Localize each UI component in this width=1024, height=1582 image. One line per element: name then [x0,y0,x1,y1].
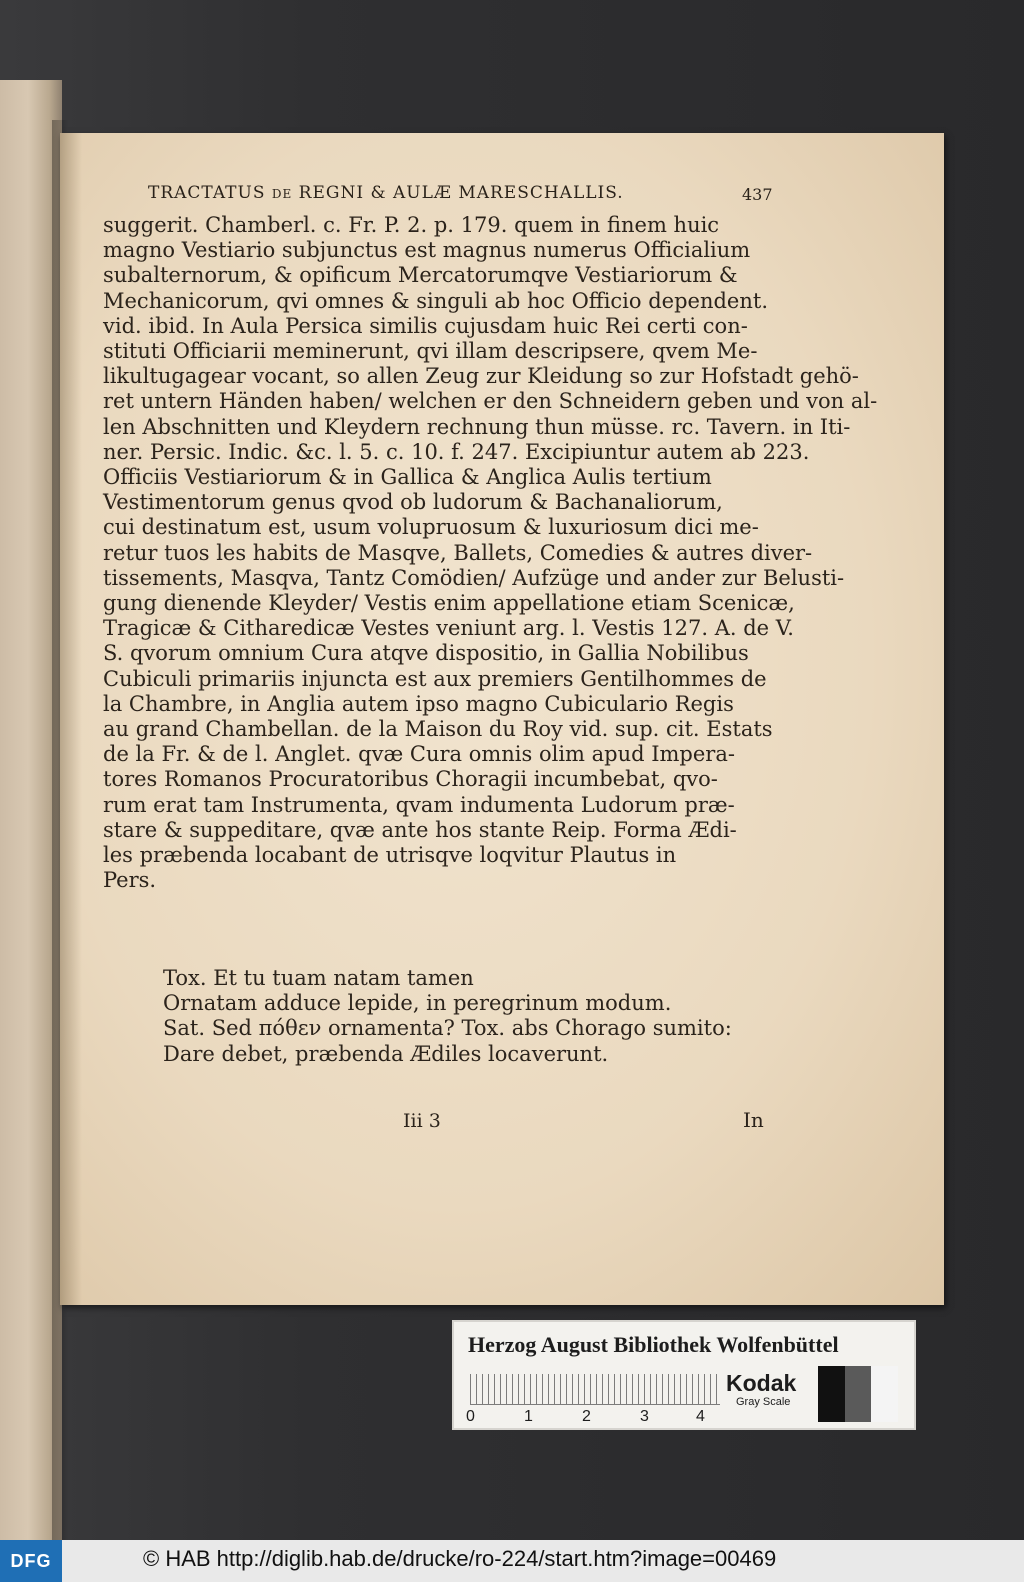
library-name: Herzog August Bibliothek Wolfenbüttel [468,1332,839,1357]
text-line: vid. ibid. In Aula Persica similis cujusdam huic Rei certi con- [103,313,748,338]
text-line: retur tuos les habits de Masqve, Ballets, Comedies & autres diver- [103,540,813,565]
text-line: Tragicæ & Citharedicæ Vestes veniunt arg. l. Vestis 127. A. de V. [103,616,794,641]
text-line: de la Fr. & de l. Anglet. qvæ Cura omnis olim apud Impera- [103,742,735,767]
dfg-logo: DFG [0,1540,62,1582]
text-line: stare & suppeditare, qvæ ante hos stante Reip. Forma Ædi- [103,817,737,842]
body-text [103,213,878,893]
gray-swatches [818,1366,898,1422]
running-head: TRACTATUS de REGNI & AULÆ MARESCHALLIS. [148,183,624,203]
signature-mark: Iii 3 [403,1110,441,1132]
page-binding-shadow [60,133,82,1305]
verse-quotation [163,966,763,1067]
scale-number: 4 [696,1408,705,1425]
text-line: ner. Persic. Indic. &c. l. 5. c. 10. f. 247. Excipiuntur autem ab 223. [103,439,810,464]
scale-number: 3 [640,1408,649,1425]
text-line: tores Romanos Procuratoribus Choragii incumbebat, qvo- [103,767,718,792]
text-line: stituti Officiarii meminerunt, qvi illam descripsere, qvem Me- [103,339,758,364]
catchword: In [743,1108,764,1132]
text-line: Officiis Vestiariorum & in Gallica & Anglica Aulis tertium [103,465,712,490]
text-line: suggerit. Chamberl. c. Fr. P. 2. p. 179. quem in finem huic [103,213,720,237]
text-line: cui destinatum est, usum volupruosum & luxuriosum dici me- [103,515,759,540]
footer-credit: © HAB http://diglib.hab.de/drucke/ro-224/start.htm?image=00469 [143,1546,777,1571]
color-target-card [452,1320,916,1430]
text-line: Mechanicorum, qvi omnes & singuli ab hoc Officio dependent. [103,288,768,313]
text-line: la Chambre, in Anglia autem ipso magno Cubiculario Regis [103,691,734,716]
text-line: Pers. [103,868,157,893]
text-line: S. qvorum omnium Cura atqve dispositio, in Gallia Nobilibus [103,641,749,666]
verse-line: Tox. Et tu tuam natam tamen [163,966,474,990]
text-line: tissements, Masqva, Tantz Comödien/ Aufzüge und ander zur Belusti- [103,565,845,590]
swatch-black [818,1366,845,1422]
verse-line: Ornatam adduce lepide, in peregrinum modum. [163,991,672,1016]
gray-scale-label: Gray Scale [736,1396,791,1408]
text-line: likultugagear vocant, so allen Zeug zur Kleidung so zur Hofstadt gehö- [103,364,859,389]
text-line: les præbenda locabant de utrisqve loqvitur Plautus in [103,843,677,868]
kodak-logo: Kodak [726,1370,797,1396]
scale-number: 0 [466,1408,475,1425]
text-line: len Abschnitten und Kleydern rechnung thun müsse. rc. Tavern. in Iti- [103,414,851,439]
swatch-gray [845,1366,872,1422]
page-number: 437 [742,185,773,204]
scale-ruler [470,1374,720,1405]
text-line: magno Vestiario subjunctus est magnus numerus Officialium [103,238,751,263]
text-line: subalternorum, & opificum Mercatorumqve Vestiariorum & [103,263,738,288]
scale-number: 2 [582,1408,591,1425]
text-line: ret untern Händen haben/ welchen er den Schneidern geben und von al- [103,389,878,414]
swatch-white [871,1366,898,1422]
scale-number: 1 [524,1408,533,1425]
verse-line: Dare debet, præbenda Ædiles locaverunt. [163,1041,609,1066]
text-line: Cubiculi primariis injuncta est aux premiers Gentilhommes de [103,666,767,691]
text-line: Vestimentorum genus qvod ob ludorum & Bachanaliorum, [103,490,723,515]
text-line: gung dienende Kleyder/ Vestis enim appellatione etiam Scenicæ, [103,591,795,616]
footer-bar [0,1540,1024,1582]
text-line: au grand Chambellan. de la Maison du Roy vid. sup. cit. Estats [103,717,773,742]
verse-line: Sat. Sed πόθεν ornamenta? Tox. abs Chorago sumito: [163,1016,732,1041]
text-line: rum erat tam Instrumenta, qvam indumenta Ludorum præ- [103,792,735,817]
